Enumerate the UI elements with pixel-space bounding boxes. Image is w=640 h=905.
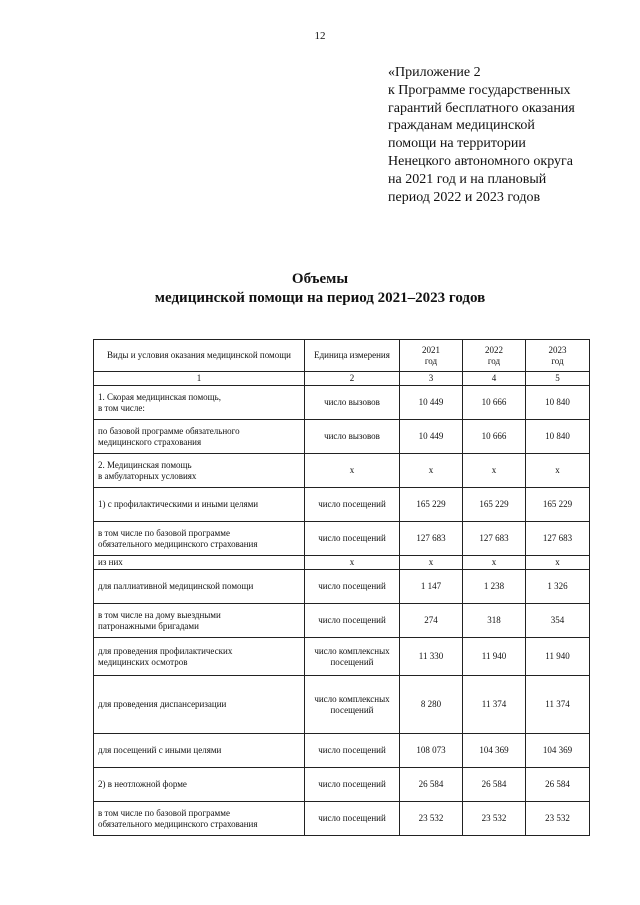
table-row (94, 386, 590, 420)
row-care-type-line: в том числе на дому выездными (98, 609, 221, 620)
row-care-type (94, 768, 305, 802)
row-care-type (94, 570, 305, 604)
row-value-2021: 274 (400, 604, 463, 638)
row-value-2022: 11 940 (463, 638, 526, 676)
row-value-2022: 26 584 (463, 768, 526, 802)
row-care-type-line: 1) с профилактическими и иными целями (98, 499, 259, 509)
row-care-type-line: медицинских осмотров (98, 656, 188, 667)
row-value-2023: 1 326 (526, 570, 590, 604)
document-title (0, 270, 640, 308)
header-year-word: год (424, 355, 438, 366)
title-line-1: Объемы (291, 271, 349, 287)
header-year-word: год (487, 355, 501, 366)
row-value-2021: 11 330 (400, 638, 463, 676)
row-unit: число посещений (305, 488, 400, 522)
row-care-type-line: 1. Скорая медицинская помощь, (98, 391, 221, 402)
row-value-2023: 11 940 (526, 638, 590, 676)
row-value-2022: 318 (463, 604, 526, 638)
row-care-type (94, 604, 305, 638)
row-unit: число посещений (305, 802, 400, 836)
row-value-2022: 1 238 (463, 570, 526, 604)
header-2023 (526, 340, 590, 372)
row-care-type (94, 556, 305, 570)
row-value-2021: 108 073 (400, 734, 463, 768)
row-value-2023: 10 840 (526, 386, 590, 420)
column-number: 4 (463, 372, 526, 386)
row-value-2022: 10 666 (463, 386, 526, 420)
column-number: 2 (305, 372, 400, 386)
row-value-2021: 127 683 (400, 522, 463, 556)
table-row (94, 488, 590, 522)
row-care-type-line: в том числе по базовой программе (98, 807, 230, 818)
row-care-type (94, 802, 305, 836)
row-care-type-line: для проведения профилактических (98, 645, 233, 656)
appendix-line: период 2022 и 2023 годов (388, 189, 541, 205)
row-value-2021: 165 229 (400, 488, 463, 522)
row-care-type-line: 2. Медицинская помощь (98, 459, 192, 470)
row-unit: число вызовов (305, 420, 400, 454)
row-value-2023: 23 532 (526, 802, 590, 836)
row-care-type (94, 386, 305, 420)
column-number-row (94, 372, 590, 386)
row-value-2022: 11 374 (463, 676, 526, 734)
row-care-type-line: по базовой программе обязательного (98, 425, 240, 436)
header-year-2023: 2023 (548, 344, 567, 355)
page-number: 12 (314, 30, 326, 42)
row-value-2022: 104 369 (463, 734, 526, 768)
row-care-type (94, 734, 305, 768)
row-value-2022: 23 532 (463, 802, 526, 836)
row-care-type-line: для паллиативной медицинской помощи (98, 581, 254, 591)
header-2022 (463, 340, 526, 372)
header-2021 (400, 340, 463, 372)
appendix-note (388, 64, 618, 206)
row-value-2021: 10 449 (400, 386, 463, 420)
table-row (94, 638, 590, 676)
row-care-type (94, 638, 305, 676)
table-row (94, 556, 590, 570)
column-number: 5 (526, 372, 590, 386)
appendix-line: на 2021 год и на плановый (388, 171, 547, 187)
row-care-type-line: из них (98, 557, 123, 567)
title-line-2: медицинской помощи на период 2021–2023 годов (154, 290, 486, 306)
row-value-2021: 8 280 (400, 676, 463, 734)
row-value-2022: 127 683 (463, 522, 526, 556)
row-value-2021: 26 584 (400, 768, 463, 802)
table-row (94, 454, 590, 488)
table-row (94, 522, 590, 556)
column-number: 1 (94, 372, 305, 386)
row-unit: число комплексных посещений (305, 676, 400, 734)
column-number: 3 (400, 372, 463, 386)
row-unit: число посещений (305, 522, 400, 556)
row-unit: число вызовов (305, 386, 400, 420)
table-row (94, 734, 590, 768)
row-unit: x (305, 556, 400, 570)
row-value-2023: 127 683 (526, 522, 590, 556)
row-unit: число посещений (305, 768, 400, 802)
row-care-type-line: для проведения диспансеризации (98, 699, 227, 709)
header-row (94, 340, 590, 372)
row-value-2023: x (526, 454, 590, 488)
row-value-2023: 354 (526, 604, 590, 638)
row-unit: число посещений (305, 604, 400, 638)
row-care-type (94, 488, 305, 522)
row-care-type-line: 2) в неотложной форме (98, 779, 187, 789)
row-unit: число посещений (305, 734, 400, 768)
table-row (94, 570, 590, 604)
row-care-type (94, 420, 305, 454)
row-value-2023: x (526, 556, 590, 570)
row-unit: число посещений (305, 570, 400, 604)
table-row (94, 676, 590, 734)
row-value-2023: 11 374 (526, 676, 590, 734)
appendix-line: Ненецкого автономного округа (388, 153, 573, 169)
row-care-type-line: медицинского страхования (98, 436, 202, 447)
header-care-type: Виды и условия оказания медицинской помощи (94, 340, 305, 372)
header-year-word: год (551, 355, 564, 366)
row-care-type-line: для посещений с иными целями (98, 745, 222, 755)
appendix-line: «Приложение 2 (388, 65, 481, 80)
header-year-2021: 2021 (422, 344, 440, 355)
row-value-2021: x (400, 454, 463, 488)
row-value-2023: 26 584 (526, 768, 590, 802)
header-year-2022: 2022 (485, 344, 503, 355)
appendix-line: помощи на территории (388, 136, 526, 152)
row-value-2022: 10 666 (463, 420, 526, 454)
row-value-2023: 104 369 (526, 734, 590, 768)
header-unit: Единица измерения (305, 340, 400, 372)
row-care-type-line: в том числе: (98, 402, 145, 413)
row-care-type-line: обязательного медицинского страхования (98, 538, 258, 549)
row-value-2021: 10 449 (400, 420, 463, 454)
row-value-2022: 165 229 (463, 488, 526, 522)
appendix-line: гражданам медицинской (388, 118, 535, 134)
table-row (94, 604, 590, 638)
row-care-type-line: в том числе по базовой программе (98, 527, 230, 538)
row-care-type (94, 676, 305, 734)
row-unit: число комплексных посещений (305, 638, 400, 676)
row-value-2021: 1 147 (400, 570, 463, 604)
row-care-type (94, 454, 305, 488)
appendix-line: гарантий бесплатного оказания (388, 100, 575, 116)
appendix-line: к Программе государственных (388, 82, 571, 98)
row-value-2023: 10 840 (526, 420, 590, 454)
table-row (94, 768, 590, 802)
row-care-type-line: патронажными бригадами (98, 620, 199, 631)
row-unit: x (305, 454, 400, 488)
table-body (94, 386, 590, 836)
row-value-2022: x (463, 454, 526, 488)
table-row (94, 802, 590, 836)
row-care-type (94, 522, 305, 556)
row-value-2021: 23 532 (400, 802, 463, 836)
row-care-type-line: обязательного медицинского страхования (98, 818, 258, 829)
table-row (94, 420, 590, 454)
row-value-2021: x (400, 556, 463, 570)
row-care-type-line: в амбулаторных условиях (98, 470, 197, 481)
row-value-2022: x (463, 556, 526, 570)
volumes-table (93, 339, 590, 836)
row-value-2023: 165 229 (526, 488, 590, 522)
